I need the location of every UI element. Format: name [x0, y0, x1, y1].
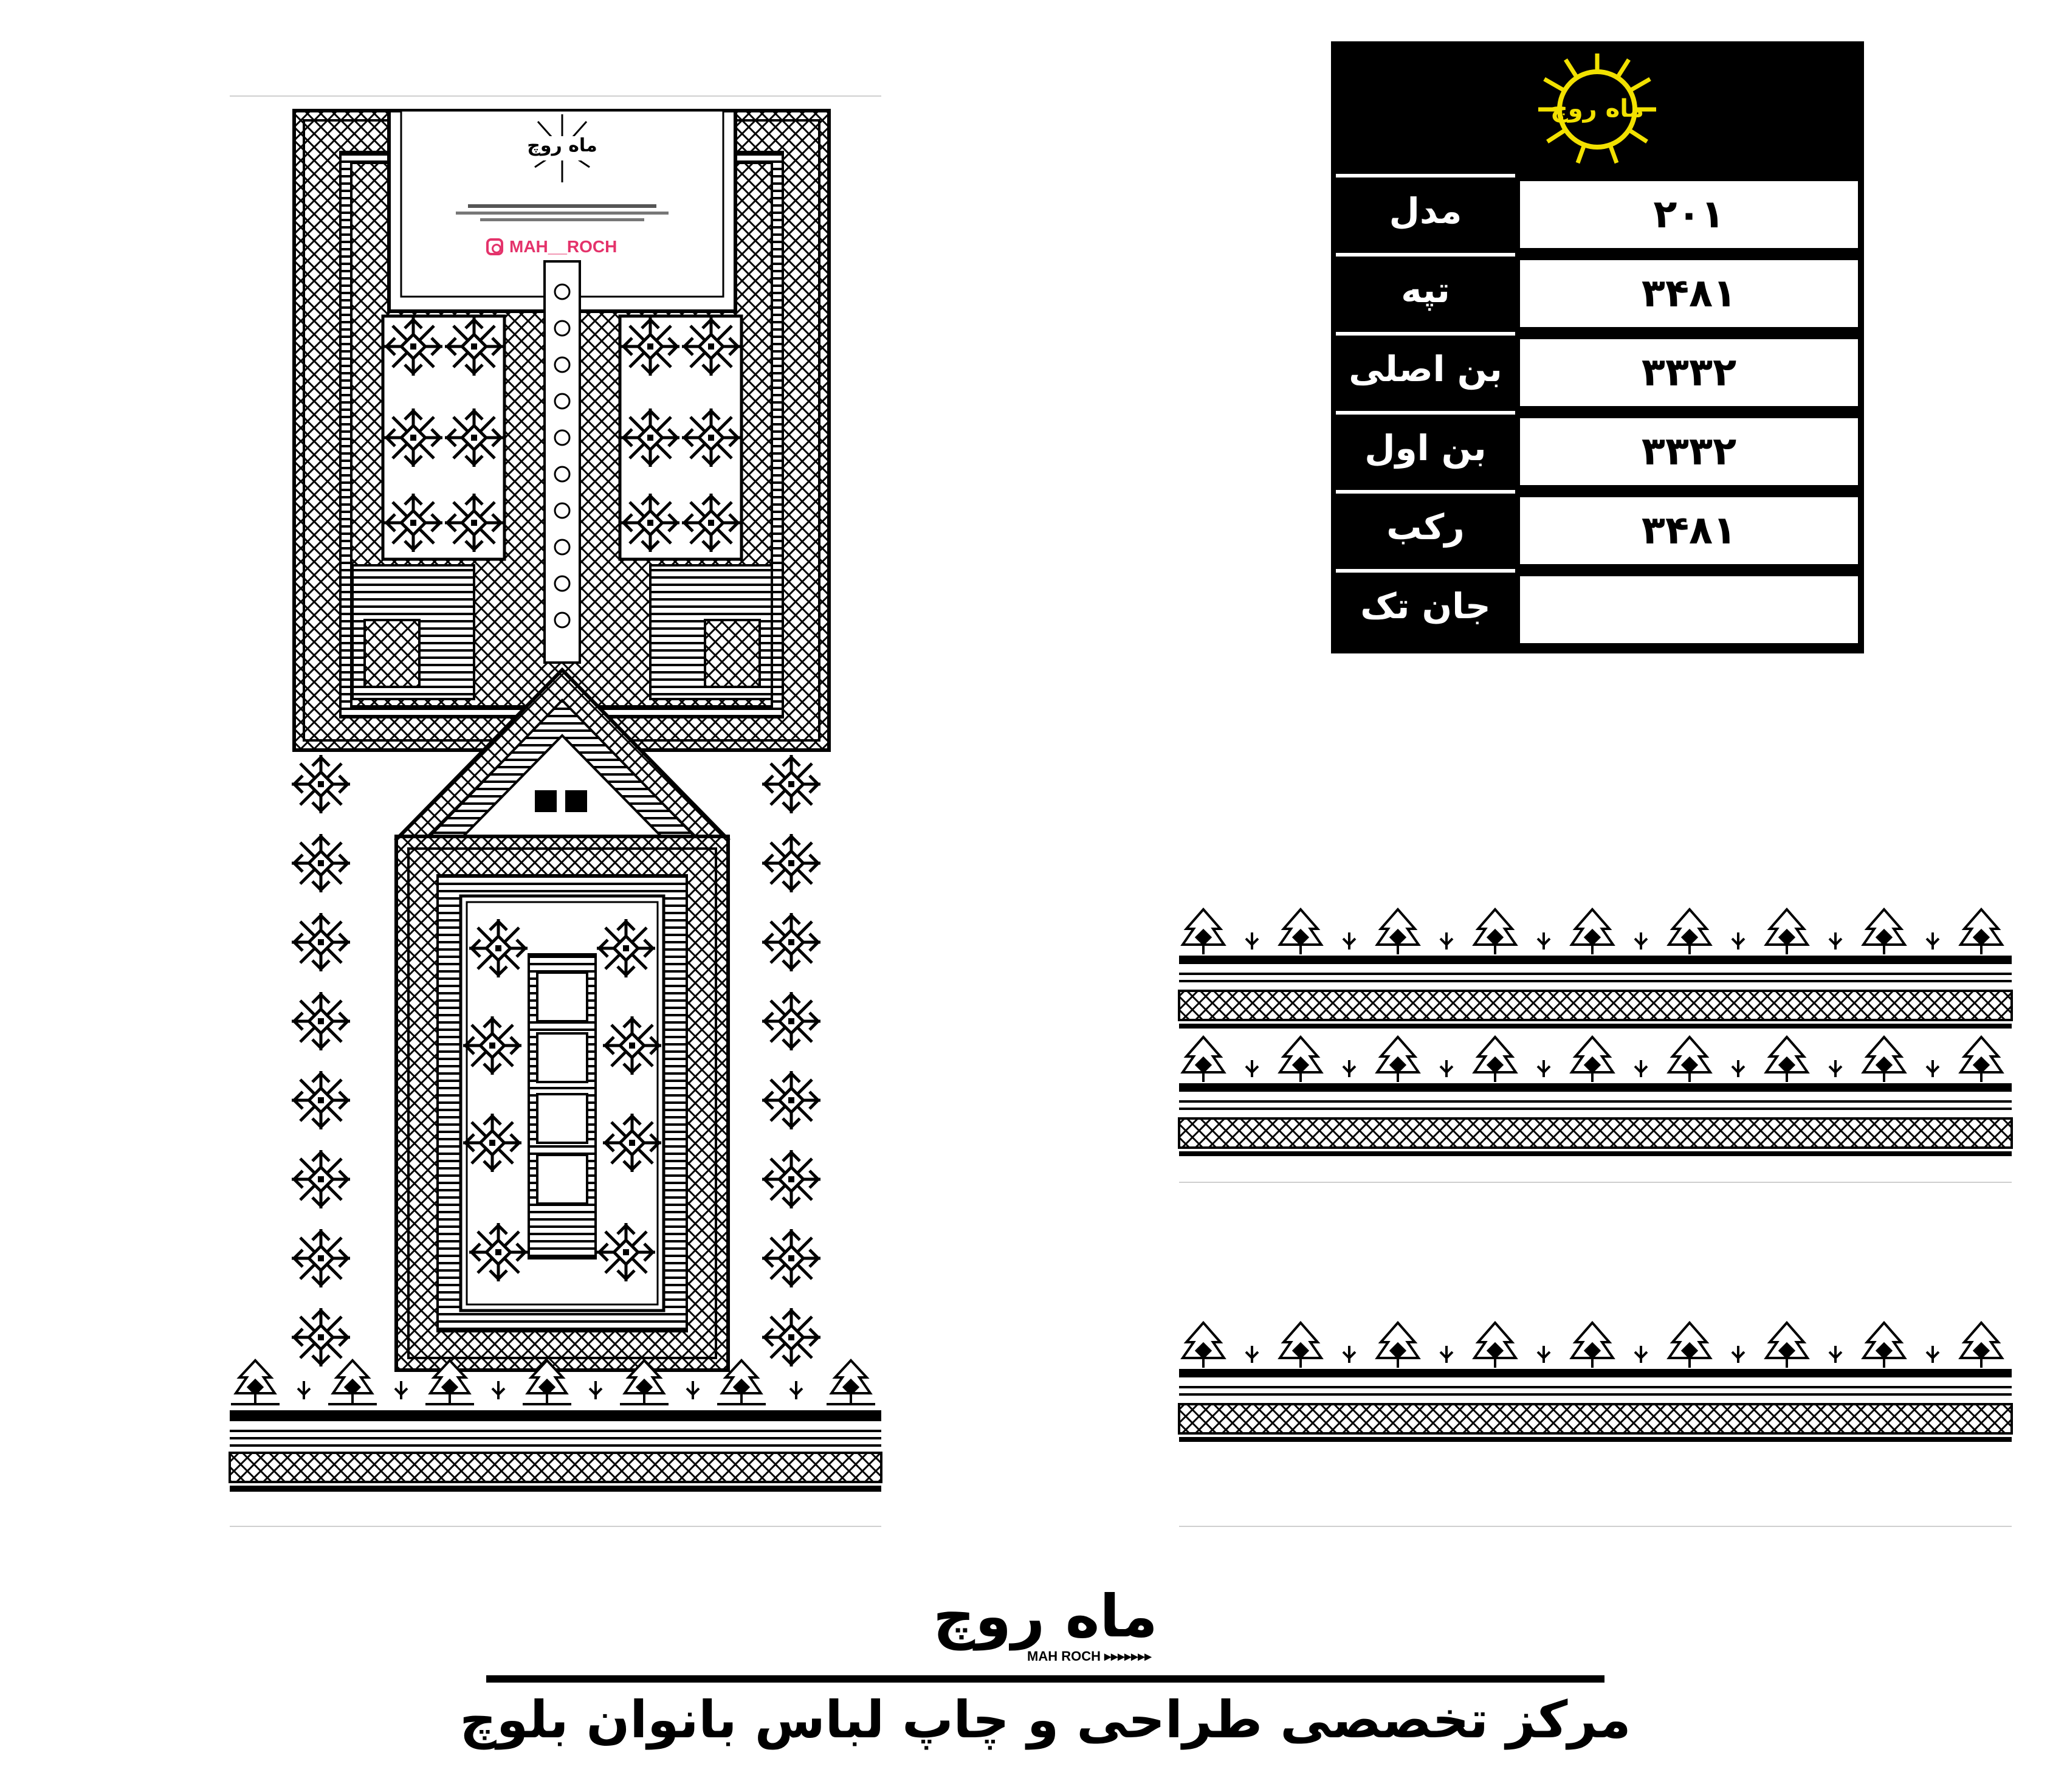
spec-label: جان تک [1360, 585, 1491, 627]
spec-label: مدل [1389, 190, 1462, 232]
spec-row-model [1331, 177, 1864, 249]
spec-value: ۳۴۸۱ [1520, 497, 1858, 564]
footer-logo-latin: MAH ROCH ▸▸▸▸▸▸▸ [1027, 1649, 1152, 1664]
neck-logo-text: ماه روچ [527, 135, 597, 156]
instagram-handle: MAH__ROCH [509, 237, 617, 256]
spec-rows [1331, 177, 1864, 653]
footer-divider [486, 1675, 1604, 1683]
footer-logo [924, 1583, 1167, 1674]
spec-logo-text: ماه روچ [1550, 95, 1645, 123]
spec-row-tape [1331, 257, 1864, 328]
spec-label: بن اصلی [1349, 348, 1502, 390]
spec-value: ۲۰۱ [1520, 181, 1858, 248]
spec-row-cuff [1331, 494, 1864, 565]
spec-row-main-base [1331, 336, 1864, 407]
footer-title: مرکز تخصصی طراحی و چاپ لباس بانوان بلوچ [459, 1690, 1631, 1749]
footer-logo-text: ماه روچ [933, 1582, 1158, 1650]
spec-label: تپه [1401, 269, 1450, 311]
spec-row-first-base [1331, 415, 1864, 486]
spec-label: بن اول [1364, 427, 1487, 469]
spec-label: رکب [1386, 506, 1465, 548]
spec-value [1520, 576, 1858, 643]
spec-row-jan-tak [1331, 573, 1864, 644]
spec-value: ۳۴۸۱ [1520, 260, 1858, 327]
spec-value: ۳۳۳۲ [1520, 418, 1858, 485]
spec-value: ۳۳۳۲ [1520, 339, 1858, 406]
spec-logo [1331, 41, 1864, 177]
